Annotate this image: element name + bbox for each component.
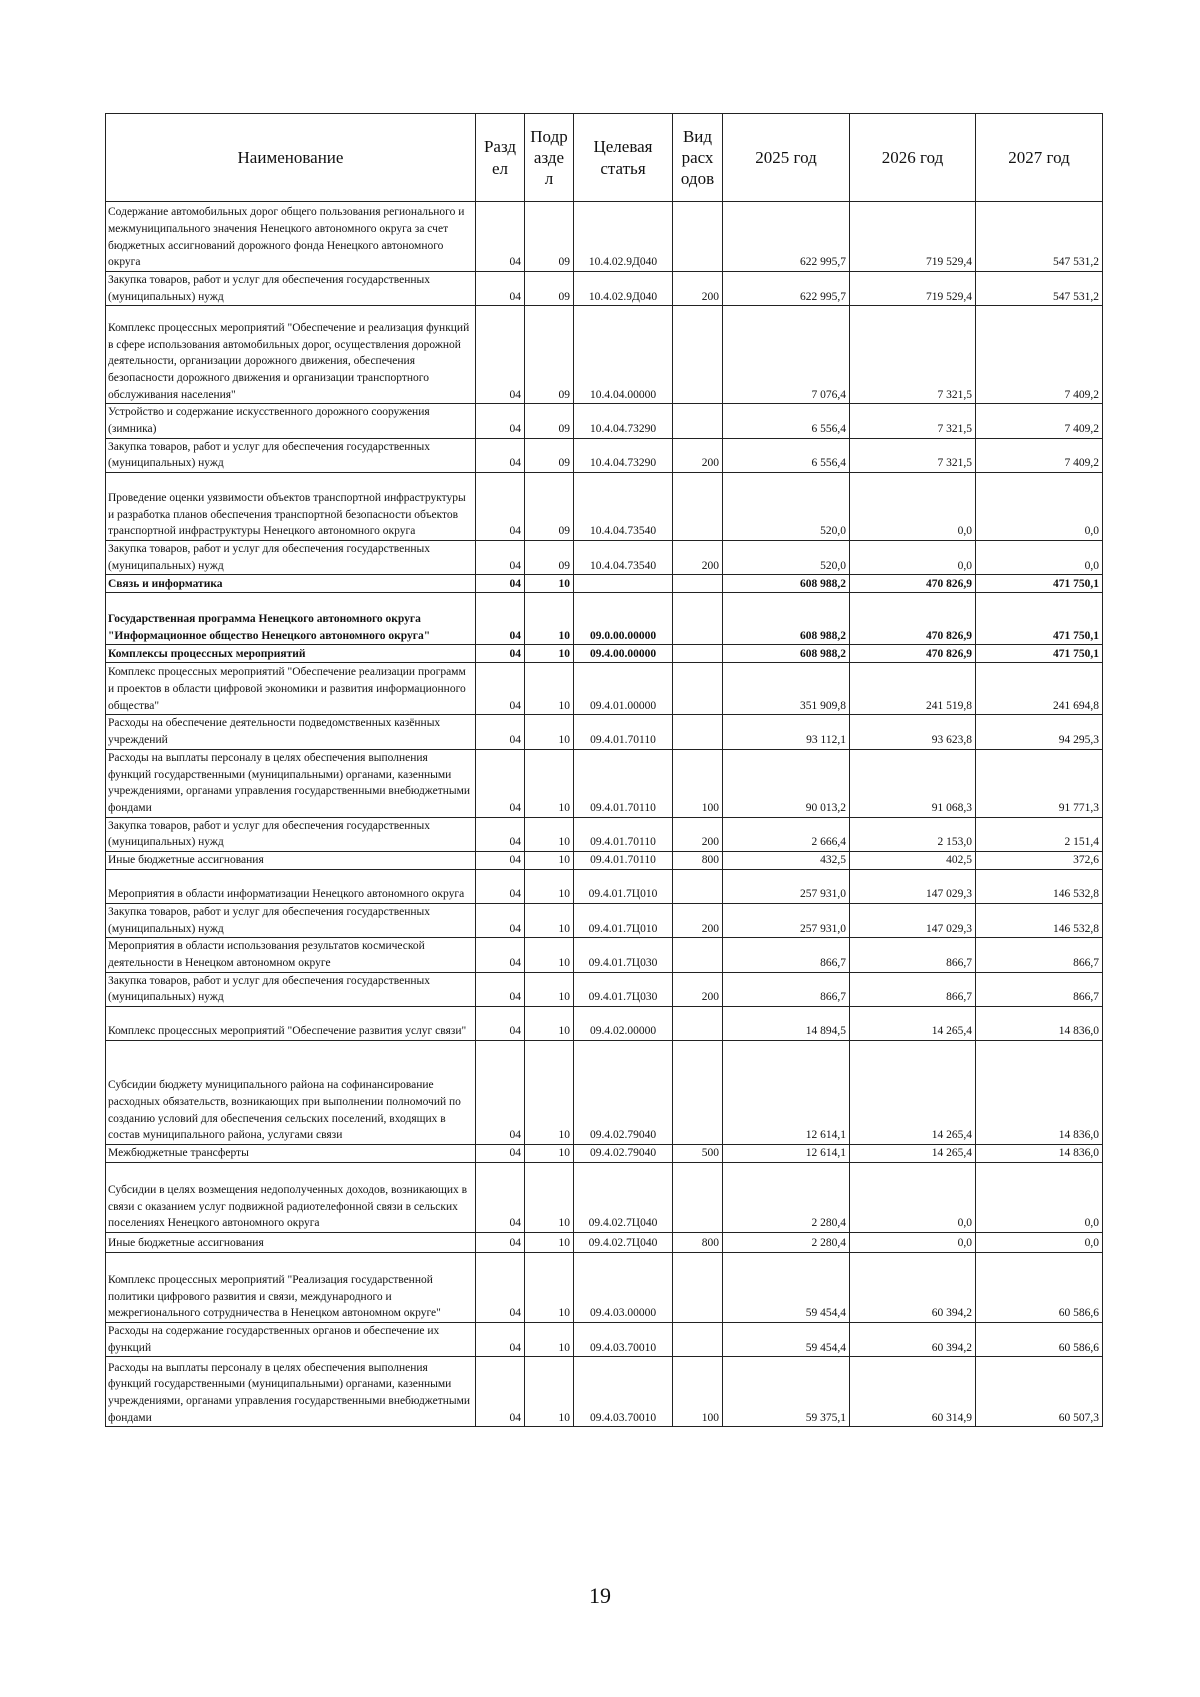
table-row — [106, 904, 1103, 938]
row-razdel: 04 — [476, 438, 525, 472]
row-razdel: 04 — [476, 817, 525, 851]
row-target-article: 10.4.04.00000 — [574, 306, 673, 404]
row-expense-type — [673, 938, 723, 972]
row-value-2027: 471 750,1 — [976, 575, 1103, 593]
row-name: Комплекс процессных мероприятий "Обеспечение развития услуг связи" — [106, 1007, 476, 1041]
row-value-2026: 470 826,9 — [850, 575, 976, 593]
row-target-article: 09.4.02.7Ц040 — [574, 1163, 673, 1233]
row-razdel: 04 — [476, 749, 525, 817]
row-value-2026: 14 265,4 — [850, 1041, 976, 1145]
row-value-2026: 14 265,4 — [850, 1145, 976, 1163]
row-name: Расходы на содержание государственных органов и обеспечение их функций — [106, 1323, 476, 1357]
row-razdel: 04 — [476, 541, 525, 575]
row-target-article: 09.4.01.7Ц010 — [574, 870, 673, 904]
row-expense-type — [673, 404, 723, 438]
row-podrazdel: 10 — [525, 575, 574, 593]
row-target-article: 09.4.02.79040 — [574, 1041, 673, 1145]
row-value-2027: 0,0 — [976, 1233, 1103, 1253]
row-value-2027: 0,0 — [976, 473, 1103, 541]
row-podrazdel: 10 — [525, 593, 574, 645]
row-razdel: 04 — [476, 404, 525, 438]
row-value-2026: 241 519,8 — [850, 663, 976, 715]
row-target-article: 09.4.03.70010 — [574, 1323, 673, 1357]
row-podrazdel: 10 — [525, 870, 574, 904]
page-number: 19 — [589, 1583, 611, 1608]
row-razdel: 04 — [476, 1007, 525, 1041]
row-value-2026: 147 029,3 — [850, 870, 976, 904]
row-value-2025: 93 112,1 — [723, 715, 850, 749]
row-expense-type — [673, 1007, 723, 1041]
row-value-2026: 866,7 — [850, 938, 976, 972]
row-value-2026: 470 826,9 — [850, 593, 976, 645]
row-value-2026: 0,0 — [850, 473, 976, 541]
row-razdel: 04 — [476, 593, 525, 645]
budget-table — [105, 113, 1103, 1427]
row-value-2025: 14 894,5 — [723, 1007, 850, 1041]
row-razdel: 04 — [476, 938, 525, 972]
row-expense-type — [673, 870, 723, 904]
row-value-2027: 866,7 — [976, 972, 1103, 1006]
row-value-2026: 91 068,3 — [850, 749, 976, 817]
row-value-2027: 241 694,8 — [976, 663, 1103, 715]
row-target-article: 09.4.01.70110 — [574, 715, 673, 749]
row-value-2025: 520,0 — [723, 473, 850, 541]
row-name: Содержание автомобильных дорог общего пользования регионального и межмуниципального значения Ненецкого автономного округа за счет бюджетных ассигнований дорожного фонда Ненецкого автономного округа — [106, 202, 476, 272]
table-row — [106, 1233, 1103, 1253]
row-podrazdel: 09 — [525, 202, 574, 272]
row-value-2025: 6 556,4 — [723, 404, 850, 438]
row-value-2025: 59 375,1 — [723, 1357, 850, 1427]
row-podrazdel: 09 — [525, 306, 574, 404]
row-razdel: 04 — [476, 272, 525, 306]
row-value-2027: 7 409,2 — [976, 306, 1103, 404]
row-value-2026: 7 321,5 — [850, 404, 976, 438]
row-value-2025: 12 614,1 — [723, 1145, 850, 1163]
table-header-row — [106, 114, 1103, 202]
row-expense-type: 100 — [673, 749, 723, 817]
row-expense-type: 800 — [673, 1233, 723, 1253]
row-name: Расходы на выплаты персоналу в целях обеспечения выполнения функций государственными (муниципальными) органами, казенными учреждениями, органами управления государственными внебюджетными фондами — [106, 1357, 476, 1427]
row-target-article: 09.4.01.70110 — [574, 817, 673, 851]
table-row — [106, 593, 1103, 645]
row-value-2026: 0,0 — [850, 1163, 976, 1233]
row-expense-type: 200 — [673, 438, 723, 472]
table-row — [106, 541, 1103, 575]
row-podrazdel: 10 — [525, 817, 574, 851]
row-name: Устройство и содержание искусственного дорожного сооружения (зимника) — [106, 404, 476, 438]
row-name: Закупка товаров, работ и услуг для обеспечения государственных (муниципальных) нужд — [106, 904, 476, 938]
row-name: Комплекс процессных мероприятий "Обеспечение и реализация функций в сфере использования автомобильных дорог, осуществления дорожной деятельности, организации дорожного движения, обеспечения безопасности дорожного движения и организации транспортного обслуживания населения" — [106, 306, 476, 404]
row-name: Закупка товаров, работ и услуг для обеспечения государственных (муниципальных) нужд — [106, 438, 476, 472]
table-row — [106, 473, 1103, 541]
row-value-2027: 547 531,2 — [976, 272, 1103, 306]
row-razdel: 04 — [476, 663, 525, 715]
row-podrazdel: 10 — [525, 663, 574, 715]
table-row — [106, 1145, 1103, 1163]
row-value-2027: 146 532,8 — [976, 904, 1103, 938]
row-value-2025: 59 454,4 — [723, 1323, 850, 1357]
table-row — [106, 404, 1103, 438]
header-year-2026: 2026 год — [850, 114, 976, 202]
row-podrazdel: 09 — [525, 404, 574, 438]
row-expense-type — [673, 645, 723, 663]
row-value-2025: 7 076,4 — [723, 306, 850, 404]
header-podrazdel: Подр азде л — [525, 114, 574, 202]
row-podrazdel: 10 — [525, 749, 574, 817]
row-value-2025: 432,5 — [723, 852, 850, 870]
row-value-2025: 866,7 — [723, 938, 850, 972]
row-name: Комплекс процессных мероприятий "Обеспечение реализации программ и проектов в области цифровой экономики и развития информационного общества" — [106, 663, 476, 715]
row-value-2027: 7 409,2 — [976, 404, 1103, 438]
row-razdel: 04 — [476, 575, 525, 593]
row-name: Комплекс процессных мероприятий "Реализация государственной политики цифрового развития и связи, международного и межрегионального сотрудничества в Ненецком автономном округе" — [106, 1253, 476, 1323]
table-row — [106, 938, 1103, 972]
row-expense-type: 200 — [673, 972, 723, 1006]
row-value-2026: 7 321,5 — [850, 306, 976, 404]
row-value-2027: 0,0 — [976, 541, 1103, 575]
row-razdel: 04 — [476, 1163, 525, 1233]
row-value-2026: 470 826,9 — [850, 645, 976, 663]
row-expense-type — [673, 1323, 723, 1357]
row-expense-type — [673, 593, 723, 645]
row-target-article — [574, 575, 673, 593]
row-target-article: 09.4.02.7Ц040 — [574, 1233, 673, 1253]
row-podrazdel: 10 — [525, 938, 574, 972]
row-razdel: 04 — [476, 1253, 525, 1323]
row-target-article: 10.4.04.73290 — [574, 438, 673, 472]
row-value-2025: 351 909,8 — [723, 663, 850, 715]
row-name: Расходы на обеспечение деятельности подведомственных казённых учреждений — [106, 715, 476, 749]
row-podrazdel: 10 — [525, 715, 574, 749]
row-value-2026: 7 321,5 — [850, 438, 976, 472]
row-value-2027: 60 507,3 — [976, 1357, 1103, 1427]
row-expense-type — [673, 1163, 723, 1233]
row-value-2027: 547 531,2 — [976, 202, 1103, 272]
header-name: Наименование — [106, 114, 476, 202]
row-podrazdel: 10 — [525, 1145, 574, 1163]
table-row — [106, 575, 1103, 593]
row-value-2026: 60 314,9 — [850, 1357, 976, 1427]
row-target-article: 09.4.01.70110 — [574, 749, 673, 817]
row-podrazdel: 10 — [525, 1163, 574, 1233]
row-target-article: 09.4.03.70010 — [574, 1357, 673, 1427]
row-value-2027: 14 836,0 — [976, 1007, 1103, 1041]
header-year-2025: 2025 год — [723, 114, 850, 202]
row-expense-type: 800 — [673, 852, 723, 870]
row-podrazdel: 09 — [525, 541, 574, 575]
row-name: Связь и информатика — [106, 575, 476, 593]
row-value-2026: 0,0 — [850, 1233, 976, 1253]
row-value-2025: 2 666,4 — [723, 817, 850, 851]
row-expense-type — [673, 473, 723, 541]
row-podrazdel: 09 — [525, 473, 574, 541]
row-razdel: 04 — [476, 1323, 525, 1357]
table-row — [106, 1041, 1103, 1145]
row-name: Межбюджетные трансферты — [106, 1145, 476, 1163]
row-value-2025: 12 614,1 — [723, 1041, 850, 1145]
table-row — [106, 972, 1103, 1006]
table-row — [106, 1163, 1103, 1233]
row-target-article: 09.4.01.70110 — [574, 852, 673, 870]
row-expense-type — [673, 715, 723, 749]
row-target-article: 09.4.01.00000 — [574, 663, 673, 715]
table-row — [106, 663, 1103, 715]
row-value-2027: 14 836,0 — [976, 1041, 1103, 1145]
row-value-2027: 372,6 — [976, 852, 1103, 870]
row-razdel: 04 — [476, 473, 525, 541]
table-row — [106, 438, 1103, 472]
row-value-2027: 91 771,3 — [976, 749, 1103, 817]
row-podrazdel: 09 — [525, 438, 574, 472]
row-razdel: 04 — [476, 1145, 525, 1163]
row-value-2026: 719 529,4 — [850, 202, 976, 272]
row-value-2026: 60 394,2 — [850, 1253, 976, 1323]
table-body — [106, 202, 1103, 1427]
row-razdel: 04 — [476, 1233, 525, 1253]
row-target-article: 09.4.02.00000 — [574, 1007, 673, 1041]
row-target-article: 09.0.00.00000 — [574, 593, 673, 645]
row-razdel: 04 — [476, 904, 525, 938]
row-target-article: 10.4.04.73540 — [574, 473, 673, 541]
table-row — [106, 306, 1103, 404]
row-expense-type — [673, 1253, 723, 1323]
table-row — [106, 645, 1103, 663]
row-podrazdel: 10 — [525, 1253, 574, 1323]
row-podrazdel: 10 — [525, 1323, 574, 1357]
row-value-2026: 2 153,0 — [850, 817, 976, 851]
table-row — [106, 817, 1103, 851]
row-razdel: 04 — [476, 972, 525, 1006]
table-row — [106, 272, 1103, 306]
row-value-2026: 14 265,4 — [850, 1007, 976, 1041]
row-podrazdel: 10 — [525, 1233, 574, 1253]
table-row — [106, 870, 1103, 904]
row-value-2027: 14 836,0 — [976, 1145, 1103, 1163]
row-expense-type: 200 — [673, 272, 723, 306]
row-podrazdel: 10 — [525, 904, 574, 938]
row-target-article: 09.4.02.79040 — [574, 1145, 673, 1163]
row-value-2025: 257 931,0 — [723, 904, 850, 938]
row-target-article: 10.4.02.9Д040 — [574, 272, 673, 306]
row-name: Мероприятия в области использования результатов космической деятельности в Ненецком автономном округе — [106, 938, 476, 972]
row-value-2026: 402,5 — [850, 852, 976, 870]
table-row — [106, 749, 1103, 817]
row-value-2027: 471 750,1 — [976, 645, 1103, 663]
row-value-2025: 622 995,7 — [723, 202, 850, 272]
row-name: Государственная программа Ненецкого автономного округа "Информационное общество Ненецкого автономного округа" — [106, 593, 476, 645]
row-value-2025: 866,7 — [723, 972, 850, 1006]
row-razdel: 04 — [476, 306, 525, 404]
table-row — [106, 1357, 1103, 1427]
row-value-2027: 60 586,6 — [976, 1253, 1103, 1323]
row-name: Субсидии в целях возмещения недополученных доходов, возникающих в связи с оказанием услуг подвижной радиотелефонной связи в сельских поселениях Ненецкого автономного округа — [106, 1163, 476, 1233]
row-value-2026: 0,0 — [850, 541, 976, 575]
row-value-2027: 866,7 — [976, 938, 1103, 972]
row-value-2025: 6 556,4 — [723, 438, 850, 472]
row-value-2025: 2 280,4 — [723, 1163, 850, 1233]
row-value-2026: 60 394,2 — [850, 1323, 976, 1357]
header-razdel: Разд ел — [476, 114, 525, 202]
row-expense-type: 500 — [673, 1145, 723, 1163]
row-name: Субсидии бюджету муниципального района на софинансирование расходных обязательств, возникающих при выполнении полномочий по созданию условий для обеспечения сельских поселений, входящих в состав муниципального района, услугами связи — [106, 1041, 476, 1145]
row-razdel: 04 — [476, 852, 525, 870]
row-value-2026: 719 529,4 — [850, 272, 976, 306]
row-value-2026: 147 029,3 — [850, 904, 976, 938]
row-value-2027: 7 409,2 — [976, 438, 1103, 472]
row-razdel: 04 — [476, 645, 525, 663]
row-expense-type: 100 — [673, 1357, 723, 1427]
row-target-article: 09.4.00.00000 — [574, 645, 673, 663]
row-target-article: 10.4.02.9Д040 — [574, 202, 673, 272]
row-value-2025: 520,0 — [723, 541, 850, 575]
row-value-2025: 257 931,0 — [723, 870, 850, 904]
row-target-article: 09.4.01.7Ц030 — [574, 938, 673, 972]
row-podrazdel: 10 — [525, 1357, 574, 1427]
row-name: Закупка товаров, работ и услуг для обеспечения государственных (муниципальных) нужд — [106, 972, 476, 1006]
header-year-2027: 2027 год — [976, 114, 1103, 202]
row-podrazdel: 10 — [525, 645, 574, 663]
row-podrazdel: 10 — [525, 1007, 574, 1041]
row-name: Мероприятия в области информатизации Ненецкого автономного округа — [106, 870, 476, 904]
row-value-2027: 146 532,8 — [976, 870, 1103, 904]
row-value-2025: 608 988,2 — [723, 593, 850, 645]
row-value-2025: 608 988,2 — [723, 575, 850, 593]
row-razdel: 04 — [476, 202, 525, 272]
row-expense-type: 200 — [673, 904, 723, 938]
row-name: Расходы на выплаты персоналу в целях обеспечения выполнения функций государственными (муниципальными) органами, казенными учреждениями, органами управления государственными внебюджетными фондами — [106, 749, 476, 817]
row-razdel: 04 — [476, 870, 525, 904]
row-expense-type — [673, 306, 723, 404]
table-row — [106, 202, 1103, 272]
row-name: Закупка товаров, работ и услуг для обеспечения государственных (муниципальных) нужд — [106, 272, 476, 306]
table-row — [106, 1007, 1103, 1041]
row-target-article: 10.4.04.73290 — [574, 404, 673, 438]
table-row — [106, 852, 1103, 870]
row-value-2026: 93 623,8 — [850, 715, 976, 749]
row-name: Проведение оценки уязвимости объектов транспортной инфраструктуры и разработка планов обеспечения транспортной безопасности объектов транспортной инфраструктуры Ненецкого автономного округа — [106, 473, 476, 541]
row-value-2026: 866,7 — [850, 972, 976, 1006]
row-value-2025: 90 013,2 — [723, 749, 850, 817]
row-name: Комплексы процессных мероприятий — [106, 645, 476, 663]
table-row — [106, 715, 1103, 749]
row-podrazdel: 09 — [525, 272, 574, 306]
row-value-2027: 60 586,6 — [976, 1323, 1103, 1357]
header-target-article: Целевая статья — [574, 114, 673, 202]
row-target-article: 10.4.04.73540 — [574, 541, 673, 575]
row-name: Закупка товаров, работ и услуг для обеспечения государственных (муниципальных) нужд — [106, 817, 476, 851]
row-podrazdel: 10 — [525, 1041, 574, 1145]
row-value-2027: 471 750,1 — [976, 593, 1103, 645]
row-expense-type — [673, 1041, 723, 1145]
header-expense-type: Вид расх одов — [673, 114, 723, 202]
row-name: Закупка товаров, работ и услуг для обеспечения государственных (муниципальных) нужд — [106, 541, 476, 575]
row-value-2025: 622 995,7 — [723, 272, 850, 306]
row-podrazdel: 10 — [525, 972, 574, 1006]
row-value-2027: 2 151,4 — [976, 817, 1103, 851]
table-row — [106, 1323, 1103, 1357]
row-expense-type — [673, 575, 723, 593]
row-name: Иные бюджетные ассигнования — [106, 1233, 476, 1253]
row-name: Иные бюджетные ассигнования — [106, 852, 476, 870]
row-expense-type — [673, 663, 723, 715]
row-value-2025: 2 280,4 — [723, 1233, 850, 1253]
row-target-article: 09.4.01.7Ц030 — [574, 972, 673, 1006]
row-expense-type — [673, 202, 723, 272]
row-value-2025: 59 454,4 — [723, 1253, 850, 1323]
row-value-2025: 608 988,2 — [723, 645, 850, 663]
row-expense-type: 200 — [673, 817, 723, 851]
row-target-article: 09.4.01.7Ц010 — [574, 904, 673, 938]
row-target-article: 09.4.03.00000 — [574, 1253, 673, 1323]
row-razdel: 04 — [476, 715, 525, 749]
row-value-2027: 0,0 — [976, 1163, 1103, 1233]
row-expense-type: 200 — [673, 541, 723, 575]
row-value-2027: 94 295,3 — [976, 715, 1103, 749]
row-podrazdel: 10 — [525, 852, 574, 870]
row-razdel: 04 — [476, 1357, 525, 1427]
table-row — [106, 1253, 1103, 1323]
row-razdel: 04 — [476, 1041, 525, 1145]
